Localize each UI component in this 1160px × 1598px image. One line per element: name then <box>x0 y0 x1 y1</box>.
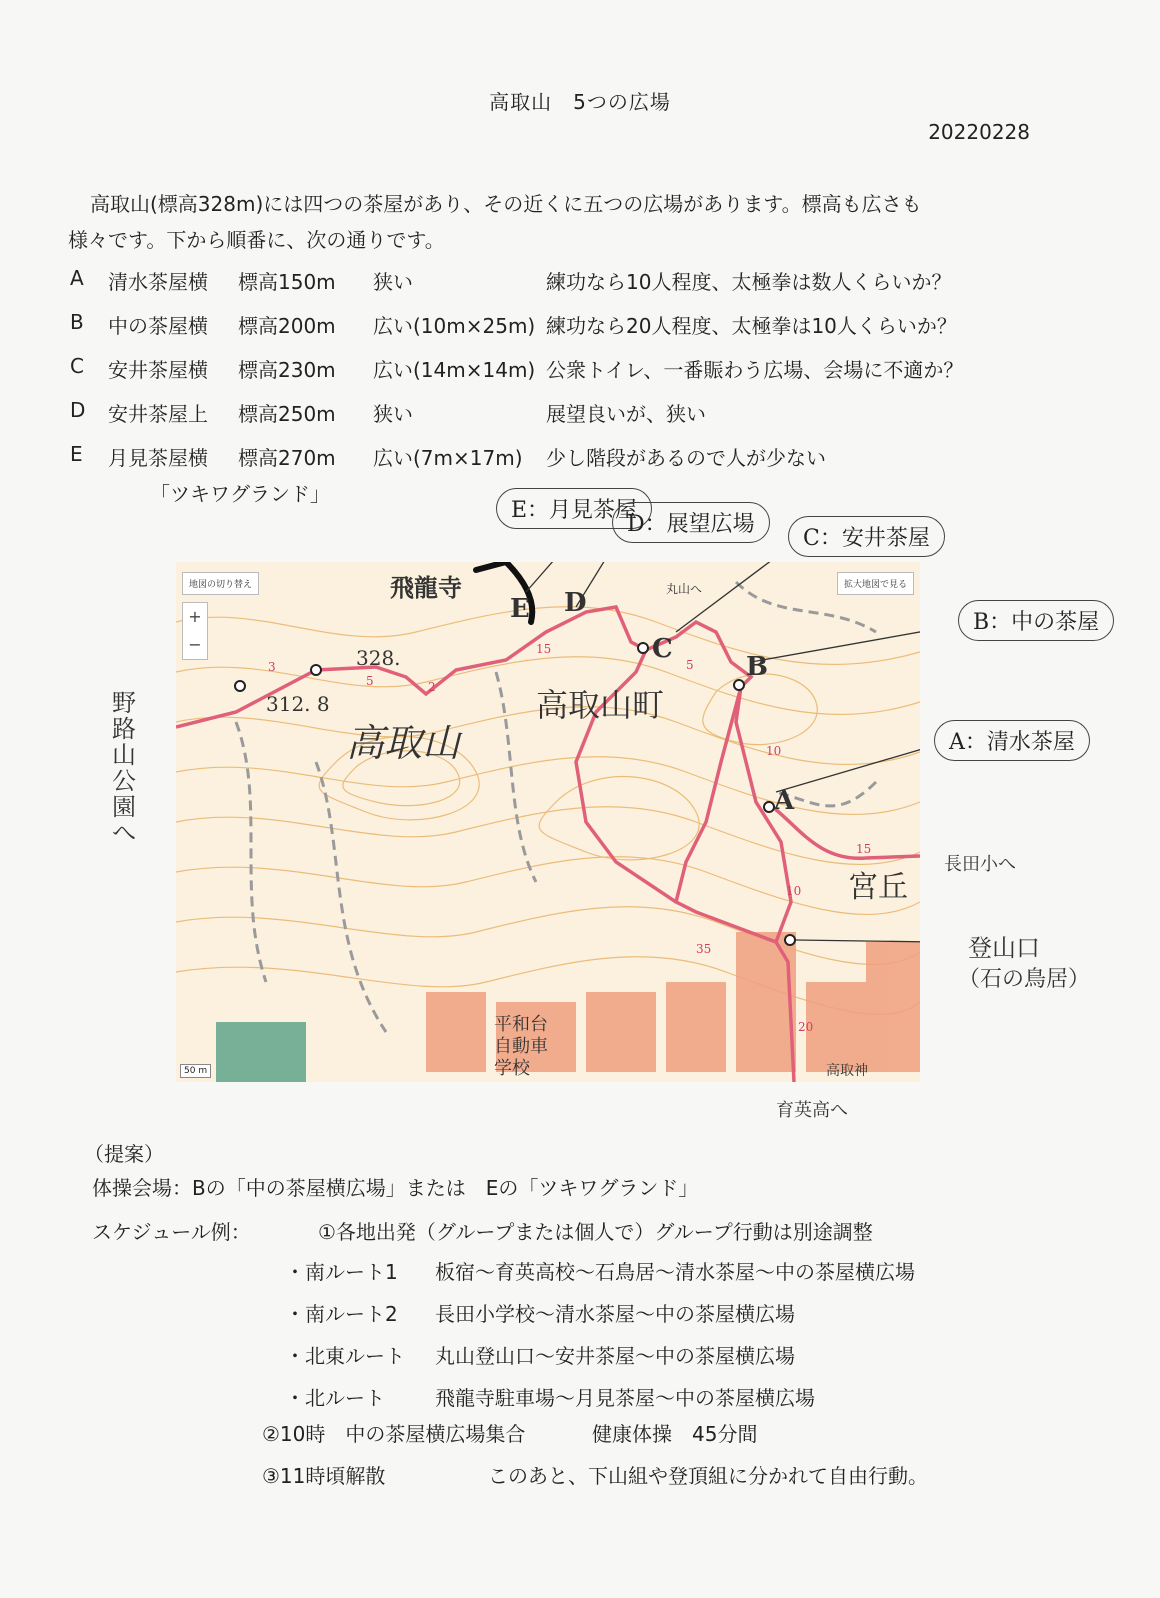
hiryuji-label: 飛龍寺 <box>390 573 462 602</box>
plaza-id: E <box>70 442 83 466</box>
trailhead-label: 登山口 <box>968 934 1040 962</box>
plaza-e-nickname: 「ツキワグランド」 <box>150 482 330 506</box>
route-number: 15 <box>856 842 872 856</box>
area-miyaoka-label: 宮丘 <box>848 870 908 905</box>
document-date: 20220228 <box>928 120 1030 144</box>
route-number: 10 <box>766 744 782 758</box>
plaza-note: 展望良いが、狭い <box>546 402 706 426</box>
point-d-label: D <box>564 588 587 618</box>
plaza-id: B <box>70 310 84 334</box>
marker-trailhead <box>785 935 795 945</box>
hiking-map <box>176 562 920 1082</box>
callout-a-shimizu: A：清水茶屋 <box>934 720 1090 761</box>
town-name-label: 高取山町 <box>536 686 665 724</box>
intro-line-1: 高取山(標高328m)には四つの茶屋があり、その近くに五つの広場があります。標高も広さも <box>90 192 922 216</box>
step-time: ②10時 中の茶屋横広場集合 <box>262 1422 526 1446</box>
step-time: ③11時頃解散 <box>262 1464 386 1488</box>
plaza-id: C <box>70 354 84 378</box>
route-number: 35 <box>696 942 712 956</box>
plaza-id: D <box>70 398 86 422</box>
plaza-size: 広い(7m×17m) <box>373 446 523 470</box>
marker-b <box>734 680 744 690</box>
contour-lines <box>176 607 920 1015</box>
town-blocks <box>216 932 920 1082</box>
point-b-label: B <box>746 652 768 682</box>
plaza-elevation: 標高230m <box>238 358 336 382</box>
venue-line: 体操会場：Bの「中の茶屋横広場」または Eの「ツキワグランド」 <box>92 1176 699 1200</box>
callout-e-tsukimi: E：月見茶屋 <box>496 488 652 529</box>
callout-c-yasui: C：安井茶屋 <box>788 516 945 557</box>
point-c-label: C <box>652 634 673 664</box>
map-zoom-control <box>182 602 208 660</box>
callout-b-naka: B：中の茶屋 <box>958 600 1114 641</box>
plaza-note: 少し階段があるので人が少ない <box>546 446 826 470</box>
to-ikuei-label: 育英高へ <box>776 1100 848 1121</box>
trailhead-sub-label: （石の鳥居） <box>958 967 1091 992</box>
plaza-name: 安井茶屋横 <box>108 358 208 382</box>
map-scale: 50 m <box>180 1064 211 1078</box>
plaza-size: 狭い <box>373 270 413 294</box>
point-e-label: E <box>510 594 530 624</box>
plaza-elevation: 標高250m <box>238 402 336 426</box>
plaza-size: 狭い <box>373 402 413 426</box>
plaza-size: 広い(10m×25m) <box>373 314 536 338</box>
route-name: ・南ルート2 <box>285 1302 398 1326</box>
point-a-label: A <box>774 786 795 816</box>
route-number: 5 <box>366 674 374 688</box>
marker-peak <box>235 681 245 691</box>
peak-elevation-label: 312. 8 <box>266 692 330 716</box>
marker-summit <box>311 665 321 675</box>
route-path: 丸山登山口～安井茶屋～中の茶屋横広場 <box>435 1344 795 1368</box>
intro-line-2: 様々です。下から順番に、次の通りです。 <box>68 228 445 252</box>
plaza-name: 中の茶屋横 <box>108 314 208 338</box>
plaza-id: A <box>70 266 84 290</box>
marker-a <box>764 802 774 812</box>
schedule-label: スケジュール例： <box>92 1220 251 1244</box>
route-name: ・北東ルート <box>285 1344 405 1368</box>
route-name: ・北ルート <box>285 1386 385 1410</box>
route-number: 10 <box>786 884 802 898</box>
route-path: 長田小学校～清水茶屋～中の茶屋横広場 <box>435 1302 795 1326</box>
to-nagata-label: 長田小へ <box>944 854 1016 875</box>
plaza-note: 公衆トイレ、一番賑わう広場、会場に不適か？ <box>546 358 964 382</box>
step-detail: このあと、下山組や登頂組に分かれて自由行動。 <box>488 1464 928 1488</box>
page-title: 高取山 5つの広場 <box>489 90 671 114</box>
route-number: 15 <box>536 642 552 656</box>
plaza-note: 練功なら10人程度、太極拳は数人くらいか？ <box>546 270 952 294</box>
route-path: 飛龍寺駐車場～月見茶屋～中の茶屋横広場 <box>435 1386 815 1410</box>
schedule-step-1: ①各地出発（グループまたは個人で）グループ行動は別途調整 <box>318 1220 873 1244</box>
plaza-elevation: 標高200m <box>238 314 336 338</box>
proposal-heading: （提案） <box>84 1142 164 1166</box>
callout-d-tenbou: D：展望広場 <box>612 502 770 543</box>
mountain-name-label: 高取山 <box>346 721 461 765</box>
route-number: 3 <box>268 660 276 674</box>
plaza-name: 清水茶屋横 <box>108 270 208 294</box>
plaza-elevation: 標高270m <box>238 446 336 470</box>
plaza-name: 月見茶屋横 <box>108 446 208 470</box>
route-path: 板宿～育英高校～石鳥居～清水茶屋～中の茶屋横広場 <box>435 1260 915 1284</box>
route-number: 20 <box>798 1020 814 1034</box>
to-noro-label: 野路山公園へ <box>112 689 136 847</box>
zoom-out-button[interactable]: − <box>188 635 202 654</box>
plaza-elevation: 標高150m <box>238 270 336 294</box>
map-enlarge-button[interactable]: 拡大地図で見る <box>837 572 914 595</box>
intro-paragraph <box>68 186 1068 258</box>
plaza-size: 広い(14m×14m) <box>373 358 536 382</box>
route-number: 2 <box>428 680 436 694</box>
plaza-name: 安井茶屋上 <box>108 402 208 426</box>
marker-c <box>638 643 648 653</box>
zoom-in-button[interactable]: + <box>188 607 202 626</box>
takatori-shrine-label: 高取神 <box>826 1063 868 1079</box>
driving-school-label: 平和台 自動車学校 <box>494 1014 548 1079</box>
to-maruyama-label: 丸山へ <box>666 582 703 596</box>
plaza-note: 練功なら20人程度、太極拳は10人くらいか？ <box>546 314 957 338</box>
route-name: ・南ルート1 <box>285 1260 398 1284</box>
map-switch-button[interactable]: 地図の切り替え <box>182 572 259 595</box>
route-number: 5 <box>686 658 694 672</box>
summit-elevation-label: 328. <box>356 646 401 670</box>
map-canvas <box>176 562 920 1082</box>
step-detail: 健康体操 45分間 <box>592 1422 758 1446</box>
